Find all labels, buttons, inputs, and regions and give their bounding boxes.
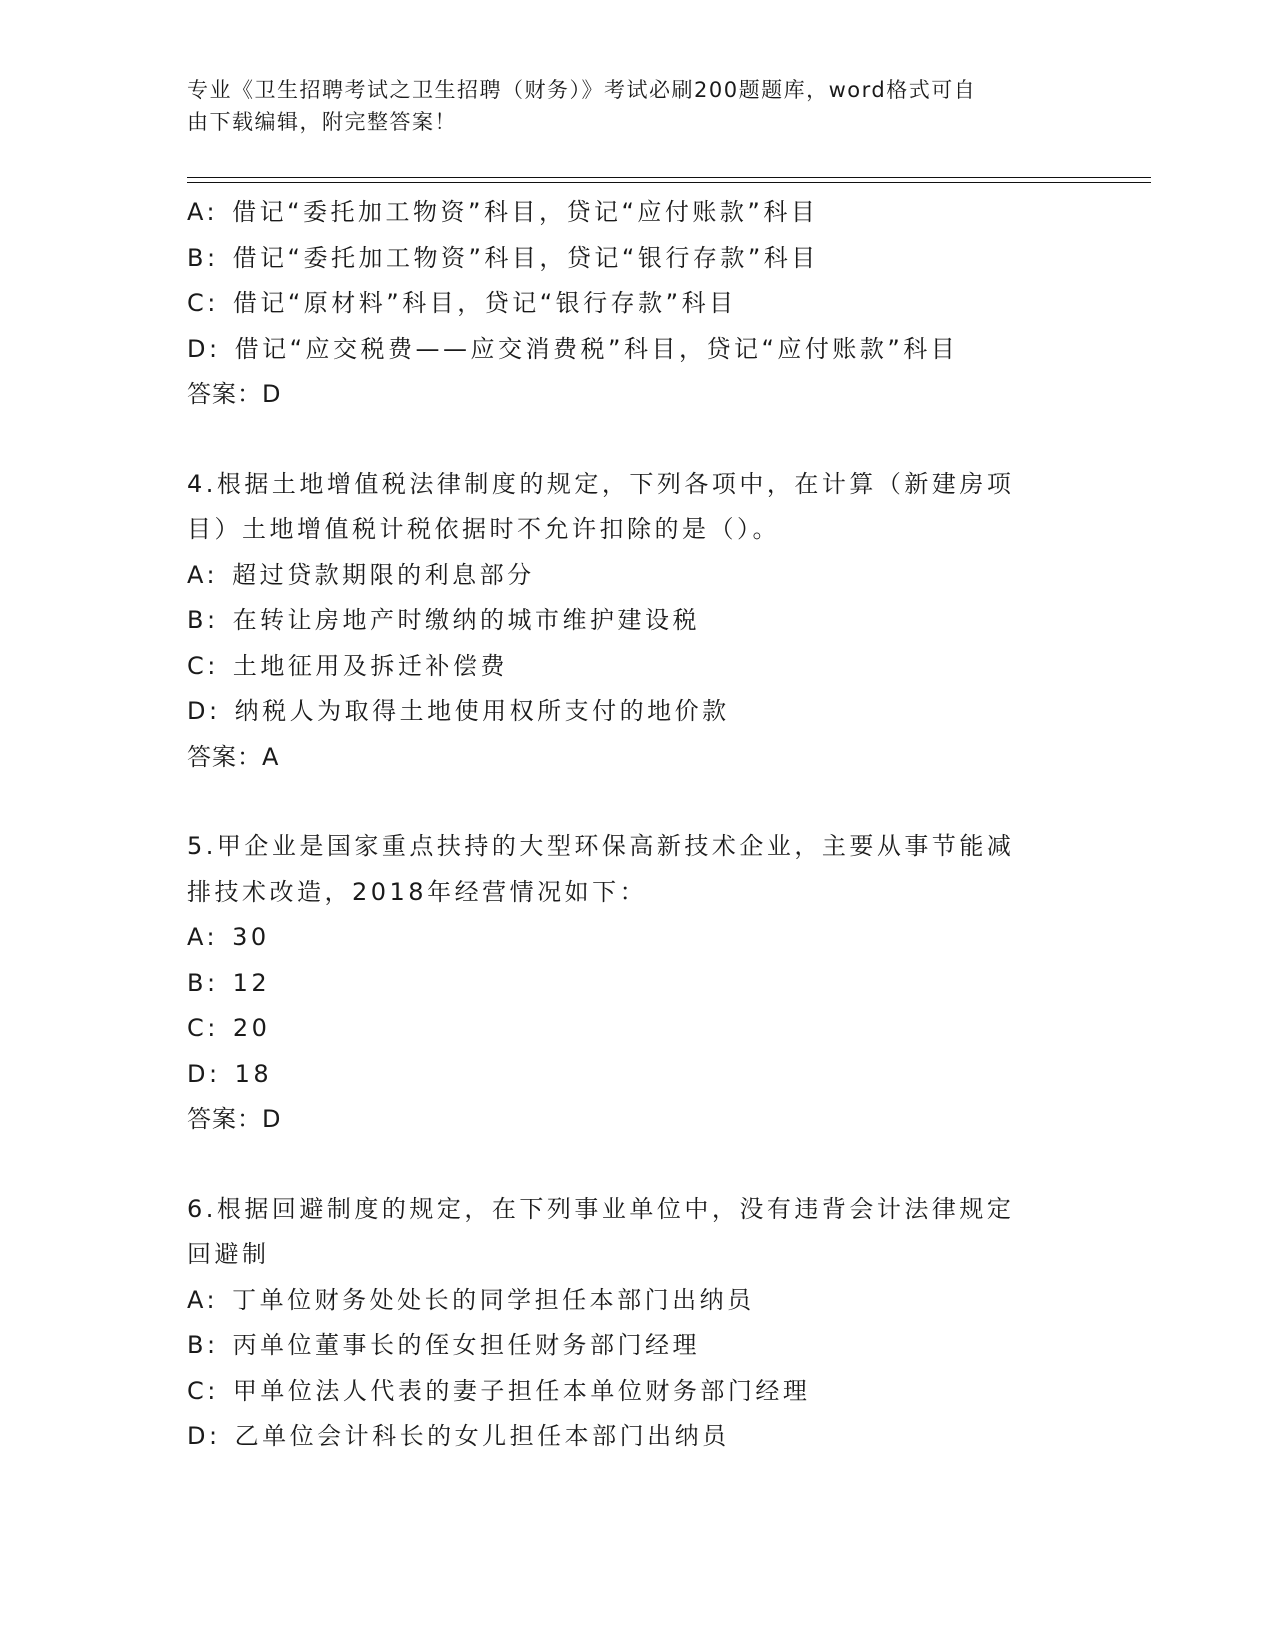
answer: 答案：D bbox=[187, 1105, 282, 1133]
question-stem: 6.根据回避制度的规定，在下列事业单位中，没有违背会计法律规定 bbox=[187, 1194, 1015, 1223]
option-c: C: 20 bbox=[187, 1014, 271, 1042]
question-content bbox=[187, 190, 1087, 1460]
option-a: A: 超过贷款期限的利息部分 bbox=[187, 560, 535, 589]
question-stem-cont: 目）土地增值税计税依据时不允许扣除的是（）。 bbox=[187, 515, 780, 543]
header-rule-top bbox=[187, 177, 1151, 178]
header-line-2: 由下载编辑，附完整答案！ bbox=[187, 110, 457, 134]
option-a: A: 30 bbox=[187, 923, 270, 951]
option-d: D: 18 bbox=[187, 1059, 273, 1088]
answer: 答案：A bbox=[187, 742, 280, 771]
header-line-1: 专业《卫生招聘考试之卫生招聘（财务）》考试必刷200题题库，word格式可自 bbox=[187, 78, 977, 102]
question-stem: 5.甲企业是国家重点扶持的大型环保高新技术企业，主要从事节能减 bbox=[187, 832, 1015, 860]
question-stem-cont: 排技术改造，2018年经营情况如下： bbox=[187, 877, 648, 906]
question-4 bbox=[187, 462, 1087, 781]
question-3 bbox=[187, 190, 1087, 418]
option-b: B: 丙单位董事长的侄女担任财务部门经理 bbox=[187, 1331, 701, 1359]
question-stem: 4.根据土地增值税法律制度的规定，下列各项中，在计算（新建房项 bbox=[187, 469, 1015, 498]
document-header bbox=[187, 74, 1067, 138]
option-c: C: 土地征用及拆迁补偿费 bbox=[187, 651, 508, 680]
answer: 答案：D bbox=[187, 380, 282, 408]
option-b: B: 在转让房地产时缴纳的城市维护建设税 bbox=[187, 606, 701, 634]
option-a: A: 丁单位财务处处长的同学担任本部门出纳员 bbox=[187, 1285, 755, 1314]
option-d: D: 乙单位会计科长的女儿担任本部门出纳员 bbox=[187, 1422, 730, 1450]
option-b: B: 12 bbox=[187, 968, 271, 997]
option-b: B: 借记“委托加工物资”科目，贷记“银行存款”科目 bbox=[187, 243, 819, 272]
option-d: D: 借记“应交税费——应交消费税”科目，贷记“应付账款”科目 bbox=[187, 334, 959, 363]
question-6 bbox=[187, 1187, 1087, 1460]
option-d: D: 纳税人为取得土地使用权所支付的地价款 bbox=[187, 697, 730, 725]
question-stem-cont: 回避制 bbox=[187, 1240, 270, 1268]
question-5 bbox=[187, 824, 1087, 1143]
option-a: A: 借记“委托加工物资”科目，贷记“应付账款”科目 bbox=[187, 198, 819, 226]
header-rule-bottom bbox=[187, 182, 1151, 183]
option-c: C: 借记“原材料”科目，贷记“银行存款”科目 bbox=[187, 289, 737, 317]
option-c: C: 甲单位法人代表的妻子担任本单位财务部门经理 bbox=[187, 1376, 811, 1405]
